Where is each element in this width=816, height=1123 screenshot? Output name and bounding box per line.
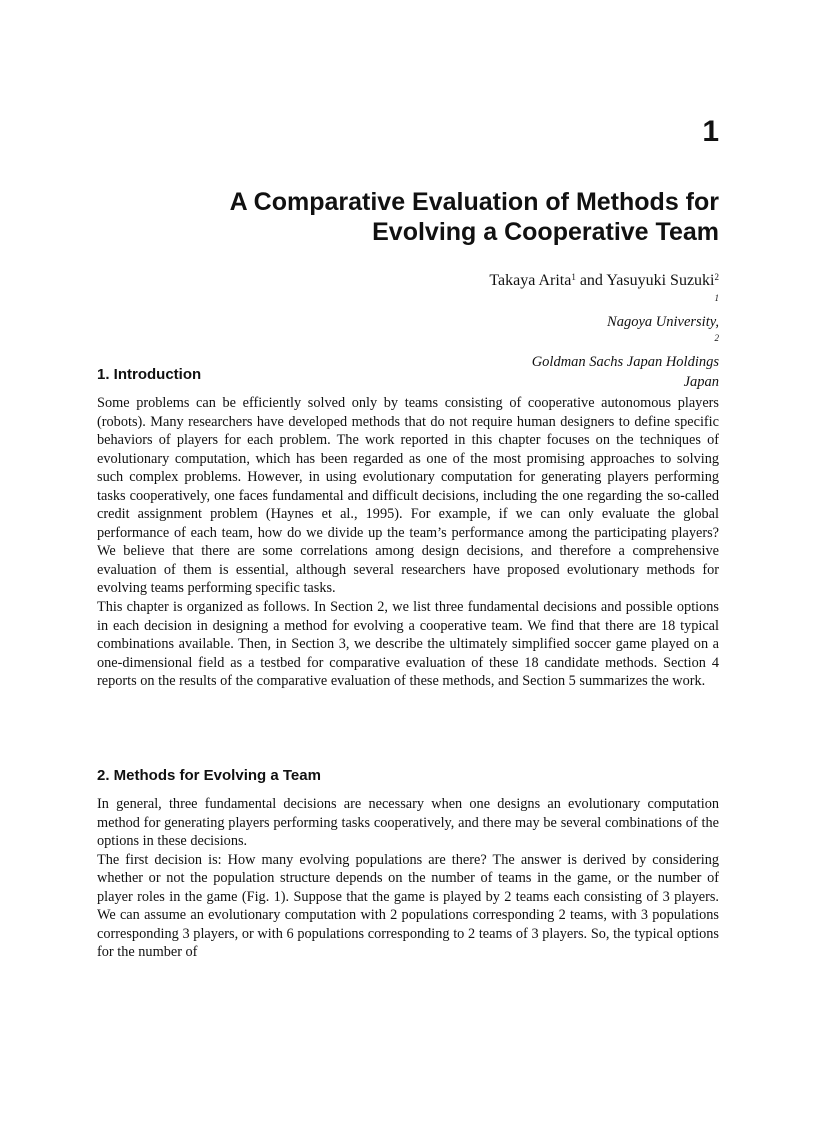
affil-country: Japan [683, 374, 719, 390]
author-1-affil-marker: 1 [571, 272, 576, 282]
chapter-title-line-1: A Comparative Evaluation of Methods for [229, 188, 719, 216]
affil-2-marker: 2 [714, 333, 719, 343]
author-list [489, 270, 719, 291]
section-body-introduction [97, 394, 719, 691]
author-connector: and [575, 272, 607, 289]
chapter-number: 1 [702, 115, 719, 148]
affil-1: Nagoya University, [607, 314, 719, 330]
affiliations [219, 292, 719, 392]
affil-1-marker: 1 [714, 293, 719, 303]
affiliation-line [219, 292, 719, 372]
section-heading-methods: 2. Methods for Evolving a Team [97, 767, 321, 784]
paragraph: This chapter is organized as follows. In Section 2, we list three fundamental decisions and possible options in each decision in designing a method for evolving a cooperative team. We find that there are 18 typical combinations available. Then, in Section 3, we describe the ultimately simplified soccer game played on a one-dimensional field as a testbed for comparative evaluation of these 18 candidate methods. Section 4 reports on the results of the comparative evaluation of these methods, and Section 5 summarizes the work. [97, 599, 719, 690]
section-body-methods [97, 795, 719, 962]
paragraph: Some problems can be efficiently solved only by teams consisting of cooperative autonomous players (robots). Many researchers have developed methods that do not require human designers to define specific behaviors of players for each problem. The work reported in this chapter focuses on the techniques of evolutionary computation, which has been regarded as one of the most promising approaches to solving such complex problems. However, in using evolutionary computation for generating players performing tasks cooperatively, one faces fundamental and difficult decisions, including the one regarding the so-called credit assignment problem (Haynes et al., 1995). For example, if we can only evaluate the global performance of each team, how do we divide up the team’s performance among the participating players? We believe that there are some correlations among design decisions, and therefore a comprehensive evaluation of them is essential, although several researchers have proposed evolutionary methods for evolving teams performing specific tasks. [97, 395, 719, 597]
chapter-title-line-2: Evolving a Cooperative Team [372, 218, 719, 246]
affil-2: Goldman Sachs Japan Holdings [531, 354, 719, 370]
author-2-affil-marker: 2 [714, 272, 719, 282]
paragraph: In general, three fundamental decisions are necessary when one designs an evolutionary computation method for generating players performing tasks cooperatively, and there may be several combinations of the options in these decisions. [97, 796, 719, 850]
chapter-title [159, 187, 719, 247]
author-2: Yasuyuki Suzuki [606, 272, 715, 289]
author-1: Takaya Arita [489, 272, 572, 289]
paragraph: The first decision is: How many evolving populations are there? The answer is derived by considering whether or not the population structure depends on the number of teams in the game, or the number of player roles in the game (Fig. 1). Suppose that the game is played by 2 teams each consisting of 3 players. We can assume an evolutionary computation with 2 populations corresponding 2 teams, with 3 populations corresponding 3 players, or with 6 populations corresponding to 2 teams of 3 players. So, the typical options for the number of [97, 851, 719, 961]
section-heading-introduction: 1. Introduction [97, 366, 202, 383]
